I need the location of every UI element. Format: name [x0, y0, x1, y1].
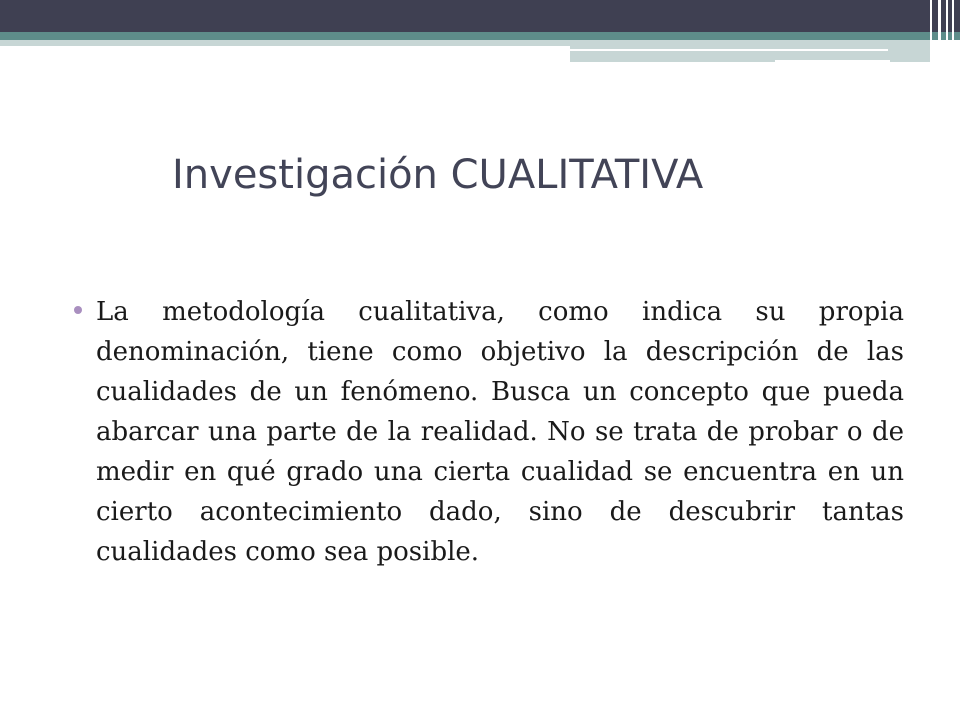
- bullet-dot-icon: [74, 306, 82, 314]
- header-edge-stripe: [952, 0, 954, 64]
- header-edge-stripe: [946, 0, 948, 64]
- bullet-text: La metodología cualitativa, como indica su propia denominación, tiene como objetivo la descripción de las cualidades de un fenómeno. Busca un concepto que pueda abarcar una parte de la realidad. No se trata de probar o de medir en qué grado una cierta cualidad se encuentra en un cierto acontecimiento dado, sino de descubrir tantas cualidades como sea posible.: [96, 297, 904, 567]
- header-edge-stripe: [938, 0, 941, 64]
- header-edge-stripe: [930, 0, 932, 64]
- header-band-teal: [0, 32, 960, 40]
- header-accent-line: [775, 60, 890, 62]
- header-band-light: [0, 40, 570, 46]
- slide-title: Investigación CUALITATIVA: [172, 152, 704, 198]
- header-accent-line: [570, 49, 888, 51]
- header-band-light-right: [570, 40, 930, 62]
- bullet-list: [74, 292, 904, 572]
- header-band-dark: [0, 0, 960, 32]
- bullet-item: [74, 292, 904, 572]
